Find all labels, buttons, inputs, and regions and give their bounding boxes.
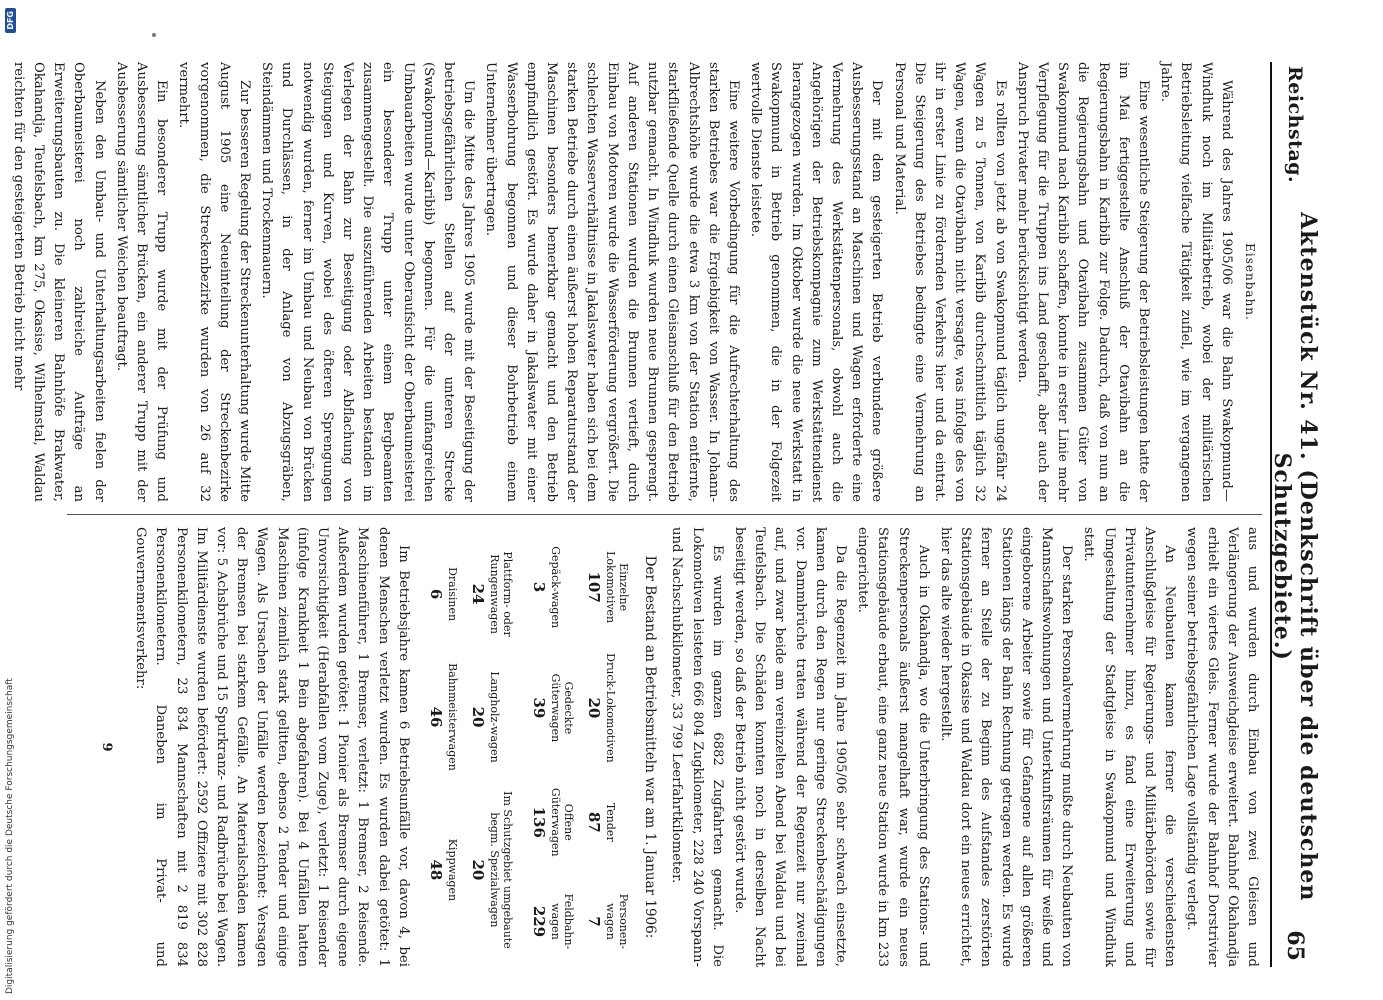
section-title-eisenbahn: Eisenbahn. [1243, 243, 1257, 321]
scan-speck [152, 33, 156, 37]
table-cell: 48 [426, 859, 445, 881]
paragraph: Der mit dem gesteigerten Betrieb verbundene größere Ausbesserungsstand an Maschinen und Wagen erforderte eine Vermehrung des Werkstättenpersonals, obwohl auch die Angehörigen der Betriebskompagnie zum Werkstättendienst herangezogen wurden. Im Oktober wurde die neue Werkstatt in Swakopmund in Betrieb genommen, die in der Folgezeit wertvolle Dienste leistete. [748, 62, 885, 502]
paragraph: Auch in Okahandja, wo die Unterbringung des Stations- und Streckenpersonals äußerst mangelhaft war, wurde ein neues Stationsgebäude erbaut, eine ganz neue Station wurde in km 233 eingerichtet. [855, 527, 931, 967]
table-cell: 39 [529, 697, 548, 719]
table-header-row [547, 527, 577, 967]
table-value-row [522, 527, 547, 967]
table-header-cell: Gepäck-wagen [548, 546, 562, 629]
rolling-stock-heading: Der Bestand an Betriebsmitteln war am 1. Januar 1906: [642, 555, 659, 939]
table-cell: 20 [468, 706, 487, 728]
paragraph: Es wurden im ganzen 6882 Zugfahrten gemacht. Die Lokomotiven leisteten 666 804 Zugkilometer, 228 240 Vorspann- und Nachschubkilometer, 33 799 Leerfahrtkilometer. [669, 527, 725, 967]
table-header-cell: Kippwagen [445, 838, 459, 902]
rolling-stock-table-lower [419, 527, 516, 967]
paragraph: Eine wesentliche Steigerung der Betriebsleistungen hatte der im Mai fertiggestellte Anschluß der Otavibahn an die Regierungsbahn in Karibib zur Folge. Dadurch, daß von nun an die Regierungsbahn und Otavibahn zusammen Güter von Swakopmund nach Karibib schaffen, konnte in erster Linie mehr Verpflegung für die Truppen ins Land geschafft, aber auch der Anspruch Privater mehr berücksichtigt werden. [1014, 62, 1151, 502]
table-cell: 3 [529, 581, 548, 593]
rolling-stock-table [522, 527, 632, 967]
paragraph: Zur besseren Regelung der Streckenunterhaltung wurde Mitte August 1905 eine Neueinteilung der Streckenbezirke vorgenommen, die Streckenbezirke wurden von 26 auf 32 vermehrt. [176, 62, 253, 502]
table-cell: 107 [584, 571, 603, 603]
paragraph: Neben den Umbau- und Unterhaltungsarbeiten fielen der Oberbaumeisterei noch zahlreiche Aufträge an Erweiterungsbauten zu. Die kleineren Bahnhöfe Brakwater, Okahandja, Teufelsbach, km 275, Okasise, Wilhelmstal, Waldau reichten für den gesteigerten Betrieb nicht mehr [10, 62, 107, 502]
page-footer [0, 62, 2, 502]
paragraph: Da die Regenzeit im Jahre 1905/06 sehr schwach einsetzte, kamen durch den Regen nur geringe Streckenbeschädigungen vor. Dammbrüche traten während der Regenzeit nur zweimal auf, und zwar beide am vereinzelten Abend bei Waldau und bei Teufelsbach. Die Schäden konnten noch in derselben Nacht beseitigt werden, so daß der Betrieb nicht gestört wurde. [731, 527, 848, 967]
paragraph: aus und wurden durch Einbau von zwei Gleisen und Verlängerung der Ausweichgleise erweitert. Bahnhof Okahandja erhielt ein viertes Gleis. Ferner wurde der Bahnhof Dorstrivier wegen seiner betriebsgefährlichen Lage vollständig verlegt. [1184, 527, 1260, 967]
dfg-logo: DFG [5, 8, 16, 33]
paragraph: Eine weitere Vorbedingung für die Aufrechterhaltung des starken Betriebes war die Ergiebigkeit von Wasser. In Johann-Albrechtshöhe wurde die etwa 3 km von der Station entfernte, starkfließende Quelle durch einen Gleisanschluß für den Betrieb nutzbar gemacht. In Windhuk wurden neue Brunnen gesprengt. Auf anderen Stationen wurden die Brunnen vertieft, durch Einbau von Motoren wurde die Wasserförderung vergrößert. Die schlechten Wasserverhältnisse in Jakalswater haben sich bei dem starken Betriebe durch einen äußerst hohen Reparaturstand der Maschinen besonders bemerkbar gemacht und den Betrieb empfindlich gestört. Es wurde daher in Jakalswater mit einer Wasserbohrung begonnen und dieser Bohrbetrieb einem Unternehmer übertragen. [483, 62, 741, 502]
table-header-cell: Druck-Lokomotiven [603, 653, 617, 763]
header-title: Aktenstück Nr. 41. (Denkschrift über die deutschen Schutzgebiete.) [1269, 212, 1321, 902]
paragraph: Während des Jahres 1905/06 war die Bahn Swakopmund—Windhuk noch im Militärbetrieb, wobei der militärischen Betriebsleitung vielfache Tätigkeit zufiel, wie im vergangenen Jahre. [1158, 62, 1234, 502]
signature-mark: 9 [99, 742, 115, 752]
table-header-cell: Gedeckte Güterwagen [548, 673, 575, 743]
table-value-row [577, 527, 602, 967]
paragraph: Ein besonderer Trupp wurde mit der Prüfung und Ausbesserung sämtlicher Brücken, ein anderer Trupp mit der Ausbesserung sämtlicher Weichen beauftragt. [113, 62, 170, 502]
table-header-cell: Bahnmeisterwagen [445, 663, 459, 771]
paragraph: Um die Mitte des Jahres 1905 wurde mit der Beseitigung der betriebsgefährlichen Stellen auf der unteren Strecke (Swakopmund—Karibib) begonnen. Für die umfangreichen Umbauarbeiten wurde unter Oberaufsicht der Oberbaumeisterei ein besonderer Trupp unter einem Bergbeamten zusammengestellt. Die auszuführenden Arbeiten bestanden im Verlegen der Bahn zur Beseitigung oder Abflachung von Steigungen und Kurven, wobei des öfteren Sprengungen notwendig wurden, ferner im Umbau und Neubau von Brücken und Durchlässen, in der Anlage von Abzugsgräben, Steindämmen und Trockenmauern. [259, 62, 477, 502]
paragraph: Der starken Personalvermehrung mußte durch Neubauten von Mannschaftswohnungen und Unterkunftsräumen für weiße und eingeborene Arbeiter sowie für Gefangene auf allen größeren Stationen längs der Bahn Rechnung getragen werden. Es wurde ferner an Stelle der zu Beginn des Aufstandes zerstörten Stationsgebäude in Okasise und Waldau dort ein neues errichtet, hier das alte wieder hergestellt. [937, 527, 1075, 967]
table-cell: 24 [468, 583, 487, 605]
table-value-row [461, 527, 486, 967]
table-value-row [419, 527, 444, 967]
table-header-cell: Langholz-wagen [487, 671, 501, 763]
table-cell: 87 [584, 811, 603, 833]
rotated-document-page [10, 62, 1321, 967]
table-header-cell: Feldbahn-wagen [548, 893, 575, 950]
table-header-cell: Tender [603, 802, 617, 842]
column-divider [67, 514, 1262, 515]
table-cell: 6 [426, 588, 445, 600]
table-header-cell: Draisinen [445, 567, 459, 622]
page-number: 65 [1282, 930, 1308, 961]
left-column [10, 62, 1262, 502]
table-cell: 20 [584, 697, 603, 719]
table-header-cell: Einzelne Lokomotiven [603, 551, 630, 624]
table-cell: 46 [426, 706, 445, 728]
table-header-cell: Offene Güterwagen [548, 787, 575, 857]
table-header-row [444, 527, 461, 967]
table-header-cell: Personen-wagen [603, 893, 630, 950]
table-header-cell: Plattform- oder Rungenwagen [487, 551, 514, 637]
table-cell: 229 [529, 905, 548, 938]
paragraph: An Neubauten kamen ferner die verschiedensten Anschlußgleise für Regierungs- und Militärbehörden sowie für Privatunternehmer hinzu, es fand eine Erweiterung und Umgestaltung der Stadtgleise in Swakopmund und Windhuk statt. [1081, 527, 1178, 967]
right-column [67, 527, 1262, 967]
table-header-row [486, 527, 516, 967]
table-cell: 136 [529, 806, 548, 838]
paragraph: Es rollten von jetzt ab von Swakopmund täglich ungefähr 24 Wagen zu 5 Tonnen, von Karibib durchschnittlich täglich 32 Wagen, wenn die Otavibahn nicht versagte, was infolge des von ihr in erster Linie zu fördernden Verkehrs hier und da eintrat. Die Steigerung des Betriebes bedingte eine Vermehrung an Personal und Material. [891, 62, 1008, 502]
table-cell: 7 [584, 916, 603, 927]
table-header-row [602, 527, 632, 967]
paragraph: Im Betriebsjahre kamen 6 Betriebsunfälle vor, davon 4, bei denen Menschen verletzt wurden. Es wurden dabei getötet: 1 Maschinenführer, 1 Bremser, verletzt: 1 Bremser, 2 Reisende. Außerdem wurden getötet: 1 Pionier als Bremser durch eigene Unvorsichtigkeit (Herabfallen vom Zuge), verletzt: 1 Reisender (infolge Krankheit 1 Bein abgefahren). Bei 4 Unfällen hatten Maschinen ziemlich stark gelitten, ebenso 2 Tender und einige Wagen. Als Ursachen der Unfälle werden bezeichnet: Versagen der Bremsen bei starkem Gefälle. An Materialschäden kamen vor: 5 Achsbrüche und 15 Spurkranz- und Radbrüche bei Wagen. Im Militärdienste wurden befördert: 2592 Offiziere mit 302 828 Personenkilometern, 23 834 Mannschaften mit 2 819 834 Personenkilometern. Daneben im Privat- und Gouvernementsverkehr: [133, 527, 411, 967]
digitization-credit: Digitalisierung gefördert durch die Deutsche Forschungsgemeinschaft [5, 678, 15, 994]
table-header-cell: Im Schutzgebiet umgebaute begm. Spezialwagen [487, 791, 514, 949]
header-reichstag: Reichstag. [1284, 66, 1306, 184]
page-header [1269, 62, 1321, 967]
table-cell: 20 [468, 859, 487, 881]
